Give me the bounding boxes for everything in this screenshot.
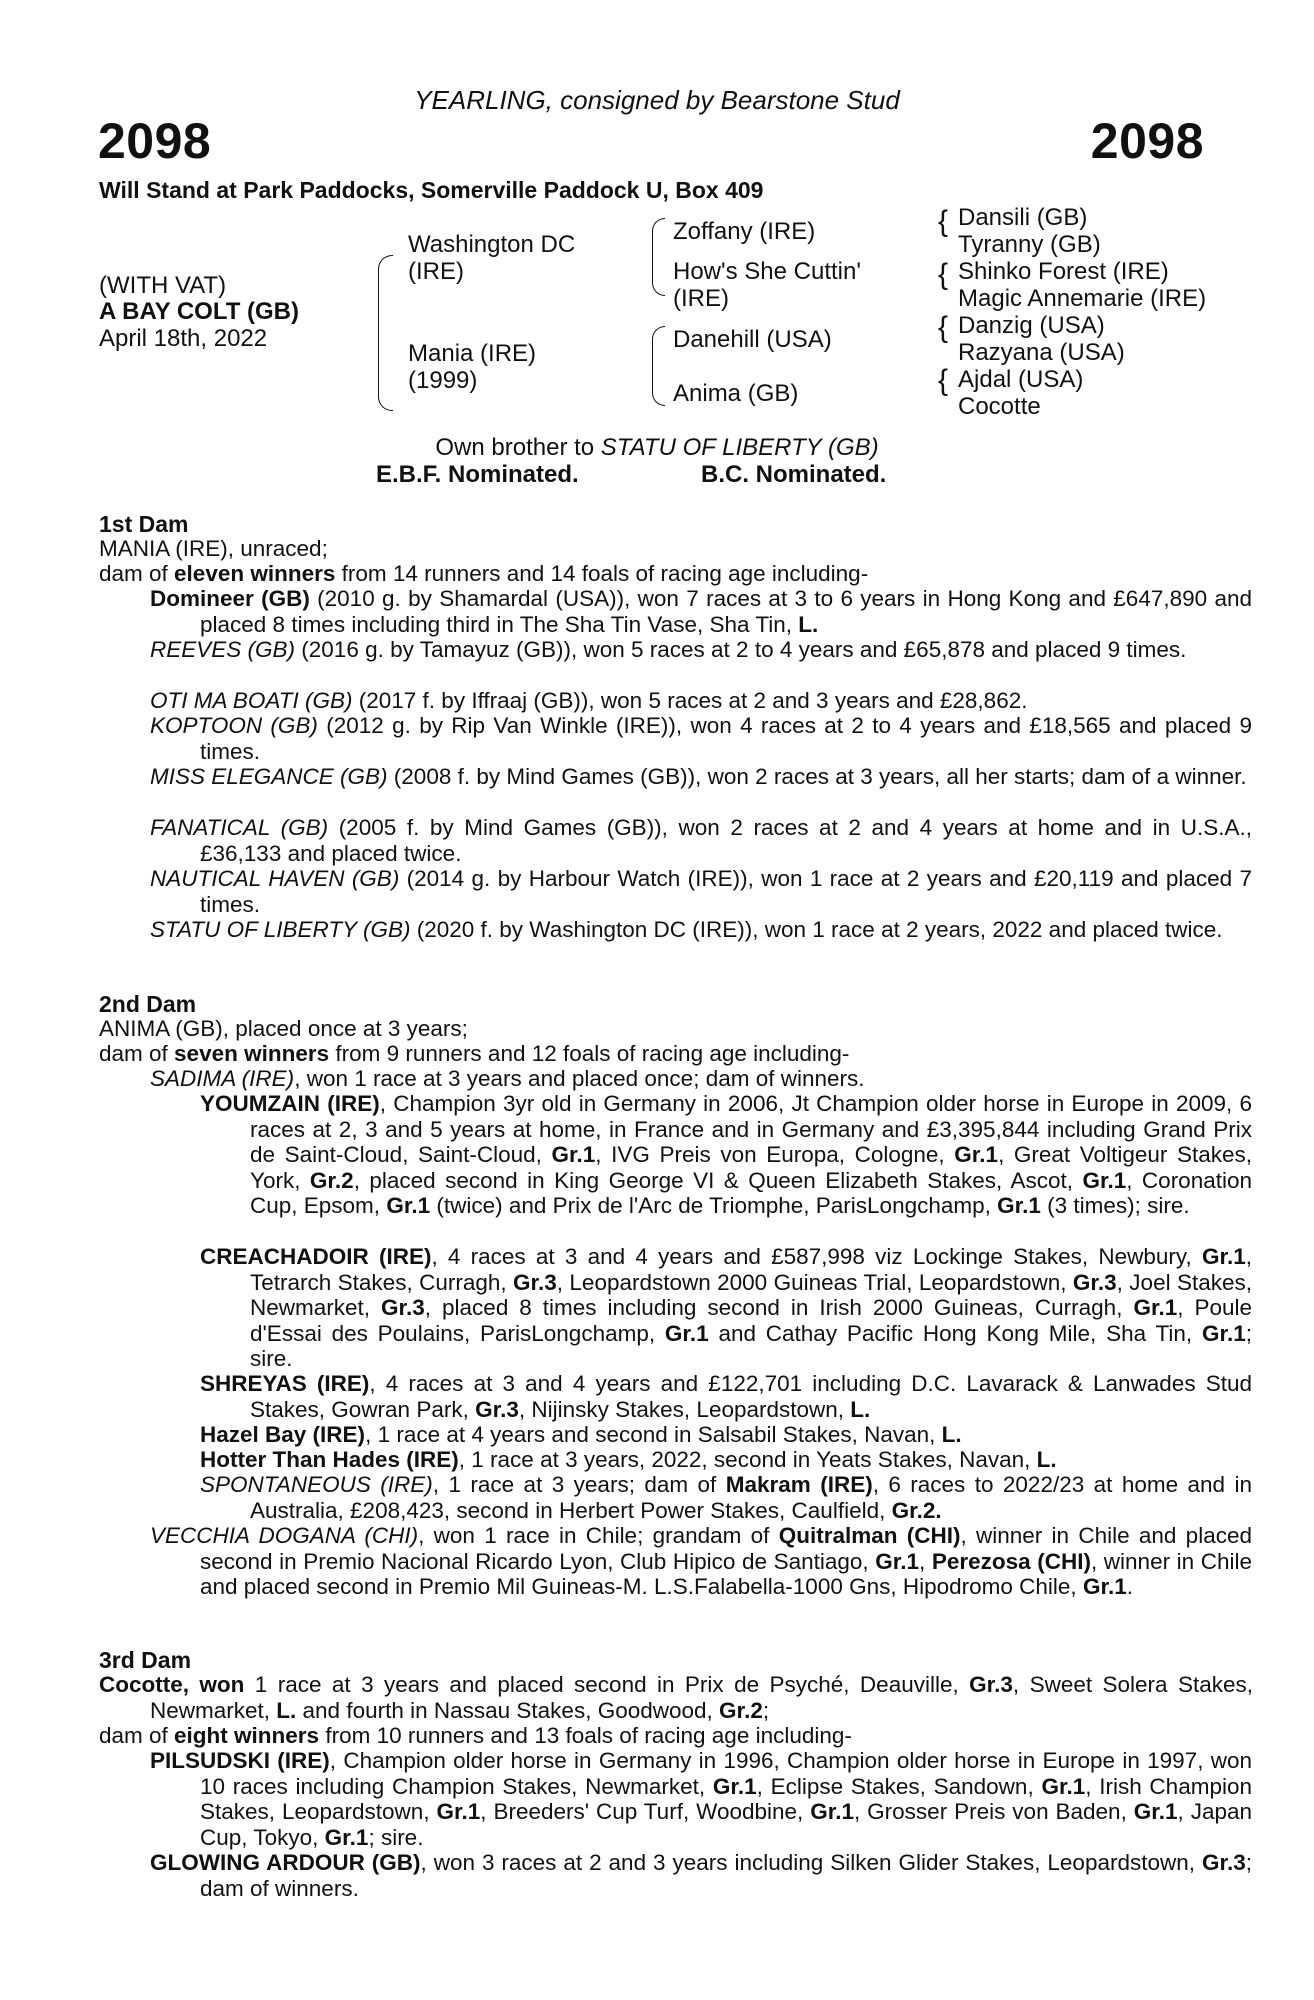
second-dam-entry-hazel-bay: Hazel Bay (IRE), 1 race at 4 years and second in Salsabil Stakes, Navan, L. [200,1422,962,1447]
first-dam-entry-statu-of-liberty: STATU OF LIBERTY (GB) (2020 f. by Washington DC (IRE)), won 1 race at 2 years, 2022 and placed twice. [150,917,1223,942]
pedigree-g3-1: Dansili (GB) [958,204,1088,231]
third-dam-line1: Cocotte, won 1 race at 3 years and placed second in Prix de Psyché, Deauville, Gr.3, Sweet Solera Stakes, Newmarket, L. and fourth in Nassau Stakes, Goodwood, Gr.2; [99,1672,1253,1723]
own-brother-note: Own brother to STATU OF LIBERTY (GB) [435,434,879,461]
brace-g3-1: { [938,205,949,238]
ebf-nominated: E.B.F. Nominated. [376,461,579,488]
pedigree-dam-line2: (1999) [408,367,478,394]
second-dam-entry-vecchia-dogana: VECCHIA DOGANA (CHI), won 1 race in Chile; grandam of Quitralman (CHI), winner in Chile and placed second in Premio Nacional Ricardo Lyon, Club Hipico de Santiago, Gr.1, Perezosa (CHI), winner in Chile and placed second in Premio Mil Guineas-M. L.S.Falabella-1000 Gns, Hipodromo Chile, Gr.1. [150,1523,1252,1599]
first-dam-entry-reeves: REEVES (GB) (2016 g. by Tamayuz (GB)), won 5 races at 2 to 4 years and £65,878 and placed 9 times. [150,637,1187,662]
bc-nominated: B.C. Nominated. [701,461,887,488]
lot-number-left: 2098 [98,113,212,169]
pedigree-dam-line1: Mania (IRE) [408,340,537,367]
second-dam-entry-creachadoir: CREACHADOIR (IRE), 4 races at 3 and 4 years and £587,998 viz Lockinge Stakes, Newbury, Gr.1, Tetrarch Stakes, Curragh, Gr.3, Leopardstown 2000 Guineas Trial, Leopardstown, Gr.3, Joel Stakes, Newmarket, Gr.3, placed 8 times including second in Irish 2000 Guineas, Curragh, Gr.1, Poule d'Essai des Poulains, ParisLongchamp, Gr.1 and Cathay Pacific Hong Kong Mile, Sha Tin, Gr.1; sire. [200,1244,1252,1371]
pedigree-sire-sire: Zoffany (IRE) [673,218,816,245]
second-dam-entry-hotter-than-hades: Hotter Than Hades (IRE), 1 race at 3 years, 2022, second in Yeats Stakes, Navan, L. [200,1447,1057,1472]
first-dam-entry-oti-ma-boati: OTI MA BOATI (GB) (2017 f. by Iffraaj (GB)), won 5 races at 2 and 3 years and £28,862. [150,688,1028,713]
pedigree-sire-dam-line2: (IRE) [673,285,729,312]
third-dam-heading: 3rd Dam [99,1647,192,1673]
pedigree-sire-line2: (IRE) [408,258,464,285]
first-dam-line1: MANIA (IRE), unraced; [99,536,328,561]
pedigree-g3-4: Magic Annemarie (IRE) [958,285,1207,312]
third-dam-entry-glowing-ardour: GLOWING ARDOUR (GB), won 3 races at 2 and 3 years including Silken Glider Stakes, Leopardstown, Gr.3; dam of winners. [150,1850,1252,1901]
pedigree-g3-8: Cocotte [958,393,1041,420]
subject-dob: April 18th, 2022 [99,325,268,352]
vat-note: (WITH VAT) [99,272,227,299]
first-dam-heading: 1st Dam [99,511,189,537]
stand-location: Will Stand at Park Paddocks, Somerville Paddock U, Box 409 [99,177,764,203]
second-dam-entry-spontaneous: SPONTANEOUS (IRE), 1 race at 3 years; dam of Makram (IRE), 6 races to 2022/23 at home and in Australia, £208,423, second in Herbert Power Stakes, Caulfield, Gr.2. [200,1472,1252,1523]
third-dam-entry-pilsudski: PILSUDSKI (IRE), Champion older horse in Germany in 1996, Champion older horse in Europe in 1997, won 10 races including Champion Stakes, Newmarket, Gr.1, Eclipse Stakes, Sandown, Gr.1, Irish Champion Stakes, Leopardstown, Gr.1, Breeders' Cup Turf, Woodbine, Gr.1, Grosser Preis von Baden, Gr.1, Japan Cup, Tokyo, Gr.1; sire. [150,1748,1253,1850]
third-dam-line2: dam of eight winners from 10 runners and 13 foals of racing age including- [99,1723,852,1748]
pedigree-sire-line1: Washington DC [408,231,576,258]
first-dam-entry-koptoon: KOPTOON (GB) (2012 g. by Rip Van Winkle (IRE)), won 4 races at 2 to 4 years and £18,565 and placed 9 times. [150,713,1252,764]
first-dam-entry-fanatical: FANATICAL (GB) (2005 f. by Mind Games (GB)), won 2 races at 2 and 4 years at home and in U.S.A., £36,133 and placed twice. [150,815,1252,866]
brace-g3-4: { [938,364,949,397]
second-dam-entry-shreyas: SHREYAS (IRE), 4 races at 3 and 4 years and £122,701 including D.C. Lavarack & Lanwades Stud Stakes, Gowran Park, Gr.3, Nijinsky Stakes, Leopardstown, L. [200,1371,1252,1422]
second-dam-entry-sadima: SADIMA (IRE), won 1 race at 3 years and placed once; dam of winners. [150,1066,865,1091]
pedigree-g3-3: Shinko Forest (IRE) [958,258,1169,285]
lot-number-right: 2098 [1090,113,1204,169]
pedigree-g3-7: Ajdal (USA) [958,366,1084,393]
pedigree-g3-6: Razyana (USA) [958,339,1125,366]
pedigree-dam-sire: Danehill (USA) [673,326,832,353]
consignor-line: YEARLING, consigned by Bearstone Stud [414,85,900,115]
pedigree-g3-2: Tyranny (GB) [958,231,1101,258]
brace-gen1 [378,255,393,411]
brace-sire-line [652,218,665,296]
second-dam-line1: ANIMA (GB), placed once at 3 years; [99,1016,468,1041]
first-dam-entry-domineer: Domineer (GB) (2010 g. by Shamardal (USA)), won 7 races at 3 to 6 years in Hong Kong and £647,890 and placed 8 times including third in The Sha Tin Vase, Sha Tin, L. [150,586,1253,637]
brace-dam-line [652,326,665,406]
first-dam-entry-miss-elegance: MISS ELEGANCE (GB) (2008 f. by Mind Games (GB)), won 2 races at 3 years, all her starts; dam of a winner. [150,764,1247,789]
first-dam-entry-nautical-haven: NAUTICAL HAVEN (GB) (2014 g. by Harbour Watch (IRE)), won 1 race at 2 years and £20,119 and placed 7 times. [150,866,1252,917]
second-dam-entry-youmzain: YOUMZAIN (IRE), Champion 3yr old in Germany in 2006, Jt Champion older horse in Europe in 2009, 6 races at 2, 3 and 5 years at home, in France and in Germany and £3,395,844 including Grand Prix de Saint-Cloud, Saint-Cloud, Gr.1, IVG Preis von Europa, Cologne, Gr.1, Great Voltigeur Stakes, York, Gr.2, placed second in King George VI & Queen Elizabeth Stakes, Ascot, Gr.1, Coronation Cup, Epsom, Gr.1 (twice) and Prix de l'Arc de Triomphe, ParisLongchamp, Gr.1 (3 times); sire. [200,1091,1253,1218]
brace-g3-3: { [938,311,949,344]
second-dam-line2: dam of seven winners from 9 runners and 12 foals of racing age including- [99,1041,850,1066]
brace-g3-2: { [938,258,949,291]
pedigree-g3-5: Danzig (USA) [958,312,1105,339]
subject-name: A BAY COLT (GB) [99,298,300,325]
pedigree-sire-dam-line1: How's She Cuttin' [673,258,861,285]
second-dam-heading: 2nd Dam [99,991,197,1017]
first-dam-line2: dam of eleven winners from 14 runners and 14 foals of racing age including- [99,561,869,586]
pedigree-dam-dam: Anima (GB) [673,380,799,407]
